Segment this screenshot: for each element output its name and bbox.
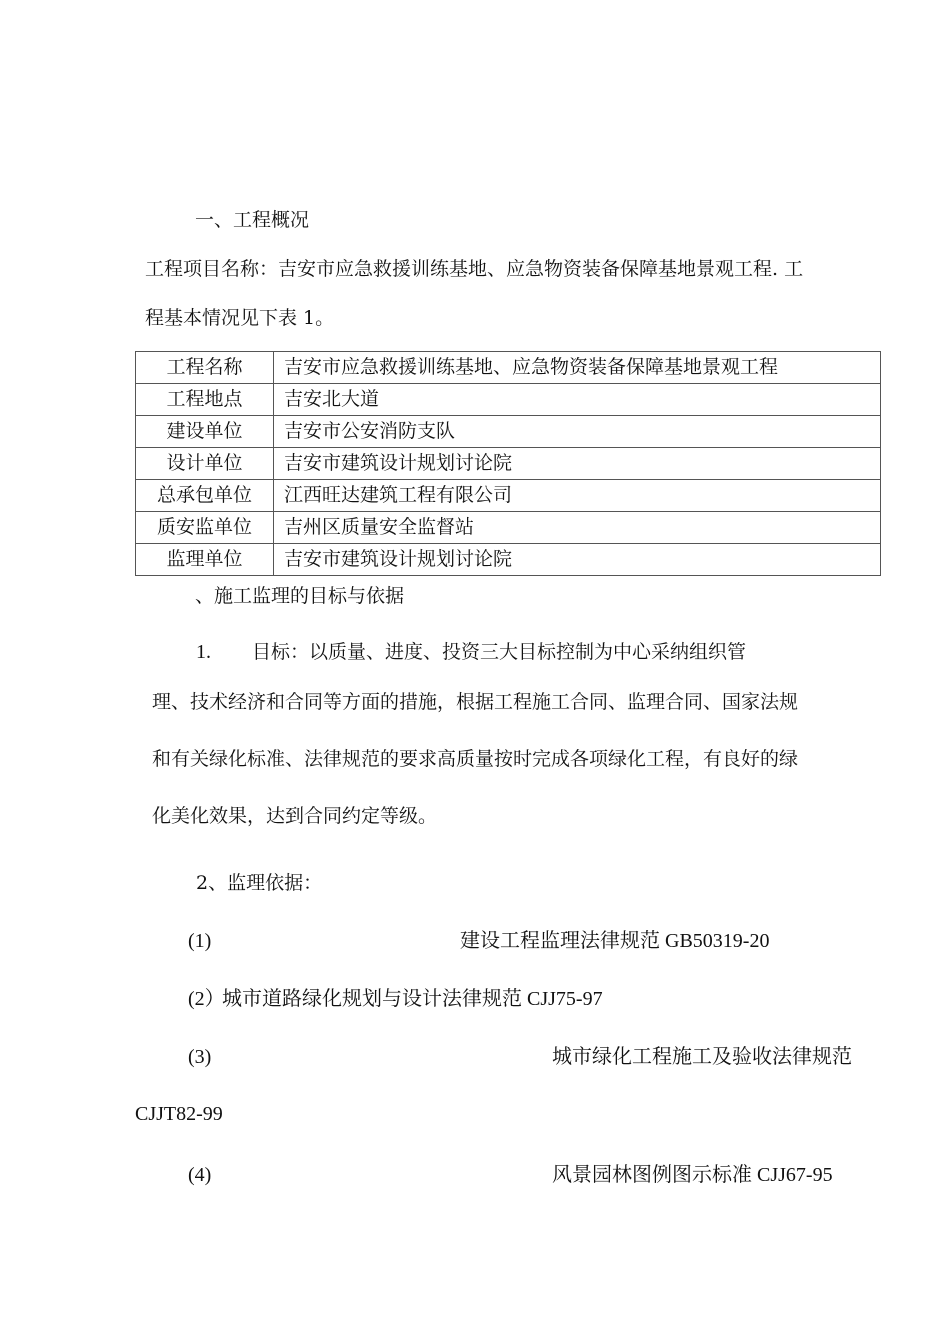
table-cell-value: 吉安市公安消防支队 [274, 416, 881, 448]
table-row [136, 512, 881, 544]
table-cell-value: 吉州区质量安全监督站 [274, 512, 881, 544]
goal-paragraph-line-3: 和有关绿化标准、法律规范的要求高质量按时完成各项绿化工程，有良好的绿 [152, 748, 799, 770]
intro-paragraph-line-1: 工程项目名称：吉安市应急救援训练基地、应急物资装备保障基地景观工程. 工 [145, 258, 804, 280]
table-row [136, 416, 881, 448]
table-cell-label: 质安监单位 [136, 512, 274, 544]
table-cell-label: 工程地点 [136, 384, 274, 416]
table-cell-value: 吉安市建筑设计规划讨论院 [274, 544, 881, 576]
table-row [136, 544, 881, 576]
table-row [136, 352, 881, 384]
table-cell-value: 吉安市应急救援训练基地、应急物资装备保障基地景观工程 [274, 352, 881, 384]
table-cell-label: 监理单位 [136, 544, 274, 576]
goal-paragraph-line-2: 理、技术经济和合同等方面的措施，根据工程施工合同、监理合同、国家法规 [152, 691, 799, 713]
basis-item-text: 建设工程监理法律规范 GB50319-20 [460, 930, 770, 952]
section-heading-goals: 、施工监理的目标与依据 [195, 585, 405, 607]
basis-item-continuation: CJJT82-99 [135, 1103, 223, 1125]
project-info-table [135, 351, 881, 576]
section-heading-overview: 一、工程概况 [195, 209, 310, 231]
goal-paragraph-line-1: 目标：以质量、进度、投资三大目标控制为中心采纳组织管 [252, 641, 747, 663]
basis-item-number: (2） [188, 988, 225, 1010]
basis-item-number: (4) [188, 1164, 212, 1186]
table-cell-label: 总承包单位 [136, 480, 274, 512]
table-row [136, 384, 881, 416]
basis-item-text: 城市道路绿化规划与设计法律规范 CJJ75-97 [222, 988, 603, 1010]
basis-item-number: (3) [188, 1046, 212, 1068]
basis-heading: 2、监理依据： [196, 872, 323, 894]
basis-item-text: 城市绿化工程施工及验收法律规范 [552, 1046, 852, 1068]
goal-paragraph-line-4: 化美化效果，达到合同约定等级。 [152, 805, 438, 827]
table-cell-label: 设计单位 [136, 448, 274, 480]
table-cell-label: 建设单位 [136, 416, 274, 448]
basis-item-text: 风景园林图例图示标准 CJJ67-95 [552, 1164, 833, 1186]
table-row [136, 448, 881, 480]
table-cell-value: 江西旺达建筑工程有限公司 [274, 480, 881, 512]
goal-number: 1. [196, 641, 211, 663]
table-cell-value: 吉安市建筑设计规划讨论院 [274, 448, 881, 480]
basis-item-number: (1) [188, 930, 212, 952]
table-cell-value: 吉安北大道 [274, 384, 881, 416]
table-row [136, 480, 881, 512]
table-cell-label: 工程名称 [136, 352, 274, 384]
intro-paragraph-line-2: 程基本情况见下表 1。 [145, 307, 335, 329]
